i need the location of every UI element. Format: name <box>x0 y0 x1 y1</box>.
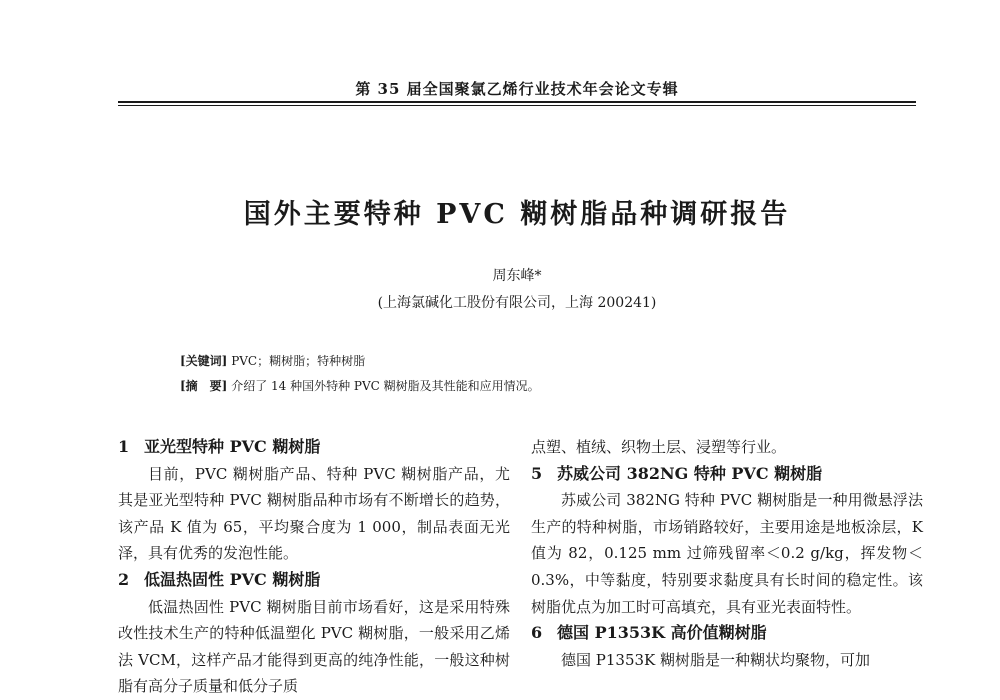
section-title: 德国 P1353K 高价值糊树脂 <box>557 623 767 643</box>
section-1-paragraph: 目前，PVC 糊树脂产品、特种 PVC 糊树脂产品，尤其是亚光型特种 PVC 糊树脂品种市场有不断增长的趋势，该产品 K 值为 65，平均聚合度为 1 000，制品表面无光泽，具有优秀的发泡性能。 <box>118 464 510 563</box>
section-title: 低温热固性 PVC 糊树脂 <box>144 569 321 589</box>
section-2-paragraph: 低温热固性 PVC 糊树脂目前市场看好，这是采用特殊改性技术生产的特种低温塑化 PVC 糊树脂，一般采用乙烯法 VCM，这样产品才能得到更高的纯净性能，一般这种树脂有高分子质量和低分子质 <box>118 597 510 696</box>
article-title: 国外主要特种 PVC 糊树脂品种调研报告 <box>243 199 791 230</box>
keywords-label: [关键词] <box>180 354 228 368</box>
section-heading-1 <box>118 434 510 461</box>
section-number: 1 <box>118 437 130 456</box>
abstract-label: [摘 要] <box>180 379 228 393</box>
header-rule <box>118 101 916 103</box>
section-title: 亚光型特种 PVC 糊树脂 <box>144 437 321 456</box>
keywords-text: PVC；糊树脂；特种树脂 <box>231 354 366 368</box>
section-number: 2 <box>118 569 130 589</box>
section-number: 5 <box>531 463 543 483</box>
section-heading-5 <box>531 461 923 488</box>
header-rule-thin <box>118 105 916 106</box>
left-column <box>118 434 510 700</box>
section-5-paragraph: 苏威公司 382NG 特种 PVC 糊树脂是一种用微悬浮法生产的特种树脂，市场销路较好，主要用途是地板涂层，K 值为 82，0.125 mm 过筛残留率＜0.2 g/kg，挥发物＜0.3%，中等黏度，特别要求黏度具有长时间的稳定性。该树脂优点为加工时可高填充，具有亚光表面特性。 <box>531 491 923 616</box>
author-name: 周东峰* <box>492 268 542 284</box>
section-heading-2 <box>118 567 510 594</box>
section-number: 6 <box>531 623 543 643</box>
section-6-paragraph: 德国 P1353K 糊树脂是一种糊状均聚物，可加 <box>561 650 871 669</box>
abstract-text: 介绍了 14 种国外特种 PVC 糊树脂及其性能和应用情况。 <box>231 379 540 393</box>
section-title: 苏威公司 382NG 特种 PVC 糊树脂 <box>557 463 823 483</box>
author-affiliation: (上海氯碱化工股份有限公司，上海 200241) <box>377 295 657 311</box>
section-heading-6 <box>531 620 923 647</box>
running-header: 第 35 届全国聚氯乙烯行业技术年会论文专辑 <box>355 80 679 98</box>
abstract-line <box>180 377 540 394</box>
continued-paragraph: 点塑、植绒、织物土层、浸塑等行业。 <box>531 438 787 456</box>
keywords-line <box>180 352 365 369</box>
right-column <box>531 434 923 673</box>
